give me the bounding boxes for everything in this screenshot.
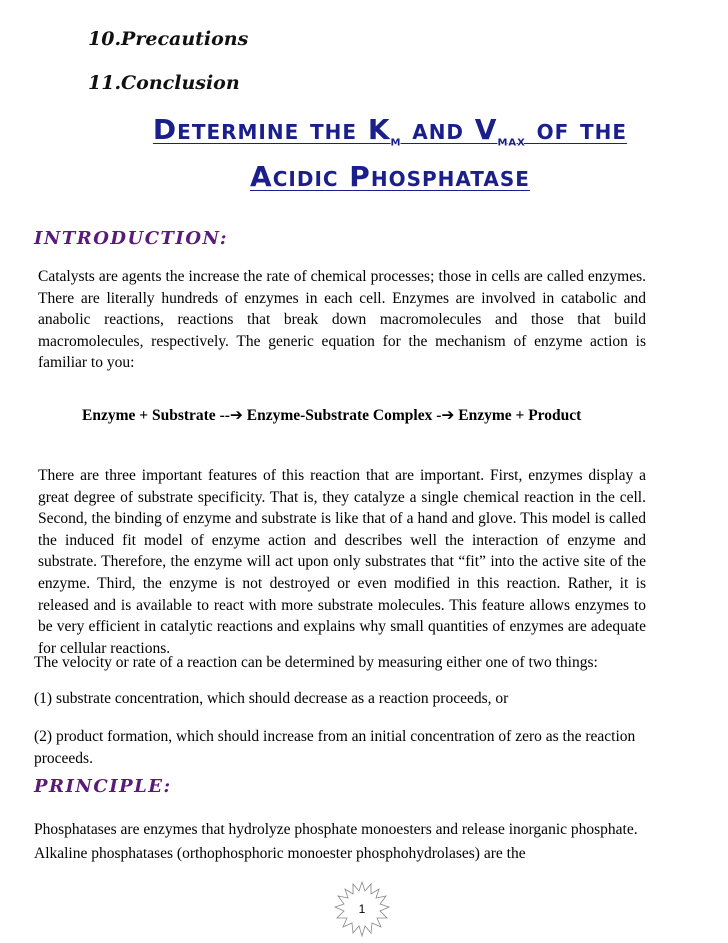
toc-item-conclusion: 11.Conclusion bbox=[88, 72, 240, 94]
arrow-right-icon: ➔ bbox=[441, 406, 455, 424]
equation-part3: Enzyme + Product bbox=[454, 407, 582, 424]
title-sub-max: max bbox=[497, 133, 526, 150]
equation-part1: Enzyme + Substrate -- bbox=[82, 407, 230, 424]
title-part2: and V bbox=[401, 113, 498, 146]
page-number: 1 bbox=[358, 902, 366, 916]
features-paragraph: There are three important features of this reaction that are important. First, enzymes display a great degree of substrate specificity. That is, they catalyze a single chemical reaction in the cell. Second, the binding of enzyme and substrate is like that of a hand and glove. This model is called the induced fit model of enzyme action and describes well the interaction of enzyme and substrate. Therefore, the enzyme will act upon only substrates that “fit” into the active site of the enzyme. Third, the enzyme is not destroyed or even modified in this reaction. Rather, it is released and is available to react with more substrate molecules. This feature allows enzymes to be very efficient in catalytic reactions and explains why small quantities of enzymes are adequate for cellular reactions. bbox=[38, 467, 646, 657]
enzyme-equation bbox=[82, 406, 581, 425]
principle-heading: PRINCIPLE: bbox=[34, 776, 172, 797]
arrow-right-icon: ➔ bbox=[229, 406, 243, 424]
principle-paragraph: Phosphatases are enzymes that hydrolyze phosphate monoesters and release inorganic phosphate. Alkaline phosphatases (orthophosphoric monoester phosphohydrolases) are the bbox=[34, 821, 638, 862]
page-title-line2: Acidic Phosphatase bbox=[250, 160, 530, 193]
title-part3: of the bbox=[525, 113, 628, 146]
introduction-paragraph: Catalysts are agents the increase the rate of chemical processes; those in cells are called enzymes. There are literally hundreds of enzymes in each cell. Enzymes are involved in catabolic and anabolic reactions, reactions that break down macromolecules and those that build macromolecules, respectively. The generic equation for the mechanism of enzyme action is familiar to you: bbox=[38, 268, 646, 372]
list-item: (2) product formation, which should increase from an initial concentration of zero as the reaction proceeds. bbox=[34, 728, 636, 767]
equation-part2: Enzyme-Substrate Complex - bbox=[242, 407, 442, 424]
title-sub-m: m bbox=[390, 133, 402, 150]
list-item: (1) substrate concentration, which should decrease as a reaction proceeds, or bbox=[34, 690, 509, 707]
title-part1: Determine the K bbox=[152, 113, 391, 146]
page-number-badge bbox=[333, 880, 391, 938]
toc-item-precautions: 10.Precautions bbox=[88, 28, 249, 50]
velocity-line: The velocity or rate of a reaction can be determined by measuring either one of two things: bbox=[34, 654, 598, 671]
page-title bbox=[70, 113, 710, 150]
introduction-heading: INTRODUCTION: bbox=[34, 228, 228, 249]
